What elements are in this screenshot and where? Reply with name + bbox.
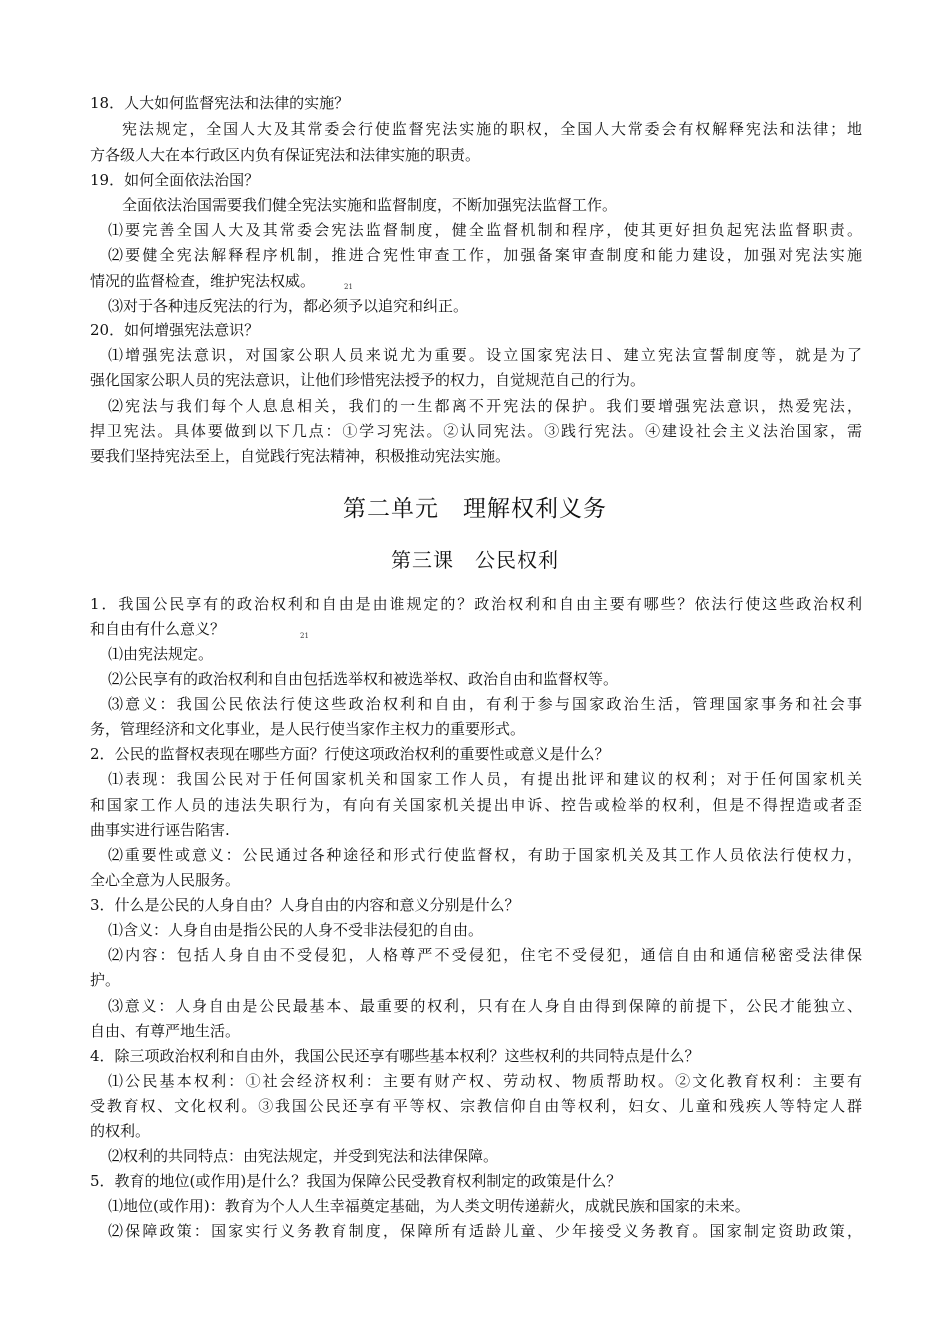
list-item: ⑶对于各种违反宪法的行为，都必须予以追究和纠正。 (108, 297, 469, 315)
paragraph-line: 务，管理经济和文化事业，是人民行使当家作主权力的重要形式。 (90, 720, 526, 738)
paragraph-line: 方各级人大在本行政区内负有保证宪法和法律实施的职责。 (90, 146, 481, 164)
list-item: ⑴地位(或作用)：教育为个人人生幸福奠定基础，为人类文明传递薪火，成就民族和国家的未来。 (108, 1197, 750, 1215)
list-item: ⑴要完善全国人大及其常委会宪法监督制度，健全监督机制和程序，使其更好担负起宪法监督职责。 (108, 221, 862, 239)
list-item: ⑴增强宪法意识，对国家公职人员来说尤为重要。设立国家宪法日、建立宪法宣誓制度等，就是为了 (108, 346, 862, 364)
question-2-heading: 2．公民的监督权表现在哪些方面？行使这项政治权利的重要性或意义是什么？ (90, 745, 610, 763)
footnote-marker: 21 (344, 283, 353, 291)
paragraph-line: 曲事实进行诬告陷害. (90, 821, 230, 839)
list-item: ⑵保障政策：国家实行义务教育制度，保障所有适龄儿童、少年接受义务教育。国家制定资助政策， (108, 1222, 862, 1240)
question-18-heading: 18．人大如何监督宪法和法律的实施？ (90, 94, 350, 112)
question-19-heading: 19．如何全面依法治国？ (90, 171, 260, 189)
paragraph-line: 和自由有什么意义？ (90, 620, 226, 638)
paragraph-line: 情况的监督检查，维护宪法权威。 (90, 272, 316, 290)
list-item: ⑴表现：我国公民对于任何国家机关和国家工作人员，有提出批评和建议的权利；对于任何国家机关 (108, 770, 862, 788)
paragraph-line: 自由、有尊严地生活。 (90, 1022, 241, 1040)
question-4-heading: 4．除三项政治权利和自由外，我国公民还享有哪些基本权利？这些权利的共同特点是什么？ (90, 1047, 700, 1065)
list-item: ⑵权利的共同特点：由宪法规定，并受到宪法和法律保障。 (108, 1147, 499, 1165)
list-item: ⑴由宪法规定。 (108, 645, 214, 663)
paragraph-line: 和国家工作人员的违法失职行为，有向有关国家机关提出申诉、控告或检举的权利，但是不得捏造或者歪 (90, 796, 862, 814)
question-3-heading: 3．什么是公民的人身自由？人身自由的内容和意义分别是什么？ (90, 896, 520, 914)
list-item: ⑵内容：包括人身自由不受侵犯，人格尊严不受侵犯，住宅不受侵犯，通信自由和通信秘密受法律保 (108, 946, 862, 964)
question-20-heading: 20．如何增强宪法意识？ (90, 321, 260, 339)
list-item: ⑵重要性或意义：公民通过各种途径和形式行使监督权，有助于国家机关及其工作人员依法行使权力， (108, 846, 862, 864)
list-item: ⑶意义：我国公民依法行使这些政治权利和自由，有利于参与国家政治生活，管理国家事务和社会事 (108, 695, 862, 713)
paragraph-line: 全面依法治国需要我们健全宪法实施和监督制度，不断加强宪法监督工作。 (122, 196, 618, 214)
list-item: ⑵要健全宪法解释程序机制，推进合宪性审查工作，加强备案审查制度和能力建设，加强对宪法实施 (108, 246, 862, 264)
paragraph-line: 的权利。 (90, 1122, 151, 1140)
paragraph-line: 护。 (90, 971, 121, 989)
question-1-heading: 1．我国公民享有的政治权利和自由是由谁规定的？政治权利和自由主要有哪些？依法行使这些政治权利 (90, 595, 862, 613)
unit-title: 第二单元 理解权利义务 (343, 496, 607, 522)
paragraph-line: 捍卫宪法。具体要做到以下几点：①学习宪法。②认同宪法。③践行宪法。④建设社会主义法治国家，需 (90, 422, 862, 440)
list-item: ⑵宪法与我们每个人息息相关，我们的一生都离不开宪法的保护。我们要增强宪法意识，热爱宪法， (108, 397, 862, 415)
paragraph-line: 全心全意为人民服务。 (90, 871, 241, 889)
question-5-heading: 5．教育的地位(或作用)是什么？我国为保障公民受教育权利制定的政策是什么？ (90, 1172, 622, 1190)
paragraph-line: 强化国家公职人员的宪法意识，让他们珍惜宪法授予的权力，自觉规范自己的行为。 (90, 371, 646, 389)
paragraph-line: 要我们坚持宪法至上，自觉践行宪法精神，积极推动宪法实施。 (90, 447, 511, 465)
list-item: ⑶意义：人身自由是公民最基本、最重要的权利，只有在人身自由得到保障的前提下，公民才能独立、 (108, 997, 862, 1015)
paragraph-line: 受教育权、文化权利。③我国公民还享有平等权、宗教信仰自由等权利，妇女、儿童和残疾人等特定人群 (90, 1097, 862, 1115)
paragraph-line: 宪法规定，全国人大及其常委会行使监督宪法实施的职权，全国人大常委会有权解释宪法和法律；地 (122, 120, 862, 138)
list-item: ⑴公民基本权利：①社会经济权利：主要有财产权、劳动权、物质帮助权。②文化教育权利：主要有 (108, 1072, 862, 1090)
lesson-title: 第三课 公民权利 (391, 548, 559, 572)
list-item: ⑵公民享有的政治权利和自由包括选举权和被选举权、政治自由和监督权等。 (108, 670, 619, 688)
footnote-marker: 21 (300, 632, 309, 640)
list-item: ⑴含义：人身自由是指公民的人身不受非法侵犯的自由。 (108, 921, 484, 939)
